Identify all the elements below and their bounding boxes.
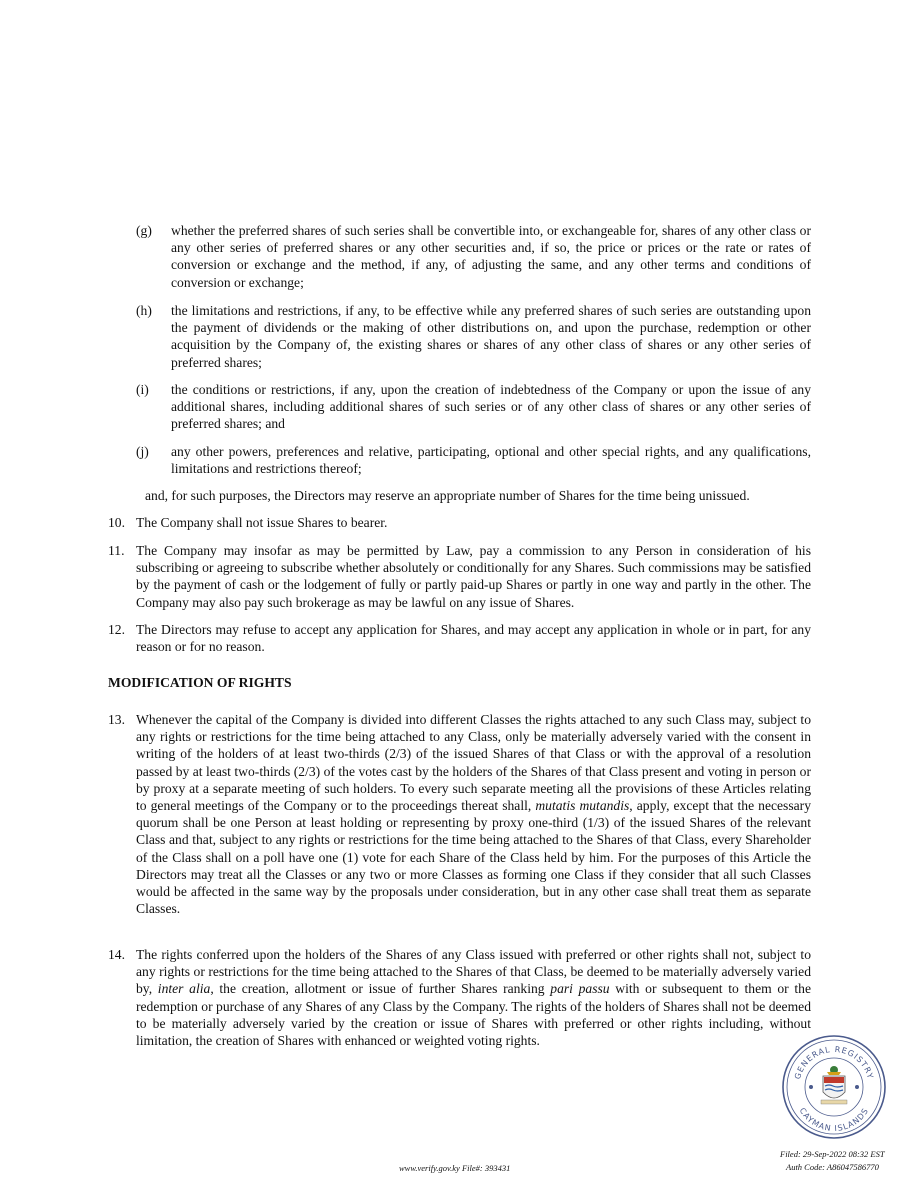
- item-label-g: (g): [136, 223, 152, 238]
- article-14-part-a: The rights conferred upon the holders of the Shares of any Class issued with preferred or other rights shall not, subject to any rights or restrictions for the time being attached to the Shares of that Class, be deemed to be materially adversely varied by,: [136, 947, 811, 997]
- article-13-italic: mutatis mutandis: [535, 798, 630, 814]
- article-number-14: 14.: [108, 947, 125, 962]
- article-text-11: The Company may insofar as may be permitted by Law, pay a commission to any Person in consideration of his subscribing or agreeing to subscribe whether absolutely or conditionally for any Shares. Such commissions may be satisfied by the payment of cash or the lodgement of fully or partly paid-up Shares or partly in one way and partly in the other. The Company may also pay such brokerage as may be lawful on any issue of Shares.: [136, 543, 811, 610]
- article-text-12: The Directors may refuse to accept any application for Shares, and may accept any application in whole or in part, for any reason or for no reason.: [136, 622, 811, 655]
- item-text-g: whether the preferred shares of such series shall be convertible into, or exchangeable for, shares of any other class or any other series of preferred shares or any other securities and, if so, the price or prices or the rate or rates of conversion or exchange and the method, if any, of adjusting the same, and any other terms and conditions of conversion or exchange;: [171, 223, 811, 290]
- item-text-i: the conditions or restrictions, if any, upon the creation of indebtedness of the Company or upon the issue of any additional shares, including additional shares of such series or of any other class of shares or any other series of preferred shares; and: [171, 382, 811, 432]
- article-number-10: 10.: [108, 515, 125, 530]
- section-heading: MODIFICATION OF RIGHTS: [108, 675, 292, 690]
- seal-top-text: GENERAL REGISTRY: [792, 1044, 876, 1081]
- seal-bottom-text: CAYMAN ISLANDS: [797, 1106, 871, 1134]
- article-14-part-c: with or subsequent to them or the redemption or purchase of any Shares of any Class by the Company. The rights of the holders of Shares shall not be deemed to be materially adversely varied by the creation or issue of Shares with preferred or other rights including, without limitation, the creation of Shares with enhanced or weighted voting rights.: [136, 981, 811, 1049]
- footer-verify-text: www.verify.gov.ky File#: 393431: [399, 1163, 511, 1173]
- article-text-10: The Company shall not issue Shares to bearer.: [136, 515, 388, 530]
- item-label-i: (i): [136, 382, 149, 397]
- item-label-h: (h): [136, 303, 152, 318]
- article-text-14: [136, 946, 811, 1049]
- closing-clause: and, for such purposes, the Directors may reserve an appropriate number of Shares for the time being unissued.: [145, 488, 750, 503]
- item-text-j: any other powers, preferences and relative, participating, optional and other special rights, and any qualifications, limitations and restrictions thereof;: [171, 444, 811, 477]
- article-14-italic-a: inter alia: [157, 981, 211, 997]
- footer-auth-text: Auth Code: A86047586770: [786, 1162, 879, 1172]
- item-label-j: (j): [136, 444, 149, 459]
- item-text-h: the limitations and restrictions, if any, to be effective while any preferred shares of such series are outstanding upon the payment of dividends or the making of other distributions on, and upon the purchase, redemption or other acquisition by the Company of, the existing shares or shares of any other class of shares or any other series of preferred shares;: [171, 303, 811, 370]
- general-registry-seal-icon: [781, 1034, 887, 1140]
- article-number-12: 12.: [108, 622, 125, 637]
- article-13-part-a: Whenever the capital of the Company is divided into different Classes the rights attached to any such Class may, subject to any rights or restrictions for the time being attached to any Class, only be materially adversely varied with the consent in writing of the holders of at least two-thirds (2/3) of the issued Shares of that Class or with the approval of a resolution passed by at least two-thirds (2/3) of the votes cast by the holders of the Shares of that Class present and voting in person or by proxy at a separate meeting of such holders. To every such separate meeting all the provisions of these Articles relating to general meetings of the Company or to the proceedings thereat shall,: [136, 712, 811, 814]
- article-13-part-b: , apply, except that the necessary quorum shall be one Person at least holding or representing by proxy one-third (1/3) of the issued Shares of the relevant Class and that, subject to any rights or restrictions for the time being attached to the Shares of that Class, every Shareholder of the Class shall on a poll have one (1) vote for each Share of the Class held by him. For the purposes of this Article the Directors may treat all the Classes or any two or more Classes as forming one Class if they consider that all such Classes would be affected in the same way by the proposals under consideration, but in any other case shall treat them as separate Classes.: [136, 798, 811, 917]
- article-14-part-b: , the creation, allotment or issue of further Shares ranking: [210, 981, 551, 997]
- article-text-13: [136, 711, 811, 917]
- article-number-13: 13.: [108, 712, 125, 727]
- footer-filed-text: Filed: 29-Sep-2022 08:32 EST: [780, 1149, 885, 1159]
- article-number-11: 11.: [108, 543, 125, 558]
- article-14-italic-b: pari passu: [550, 981, 610, 997]
